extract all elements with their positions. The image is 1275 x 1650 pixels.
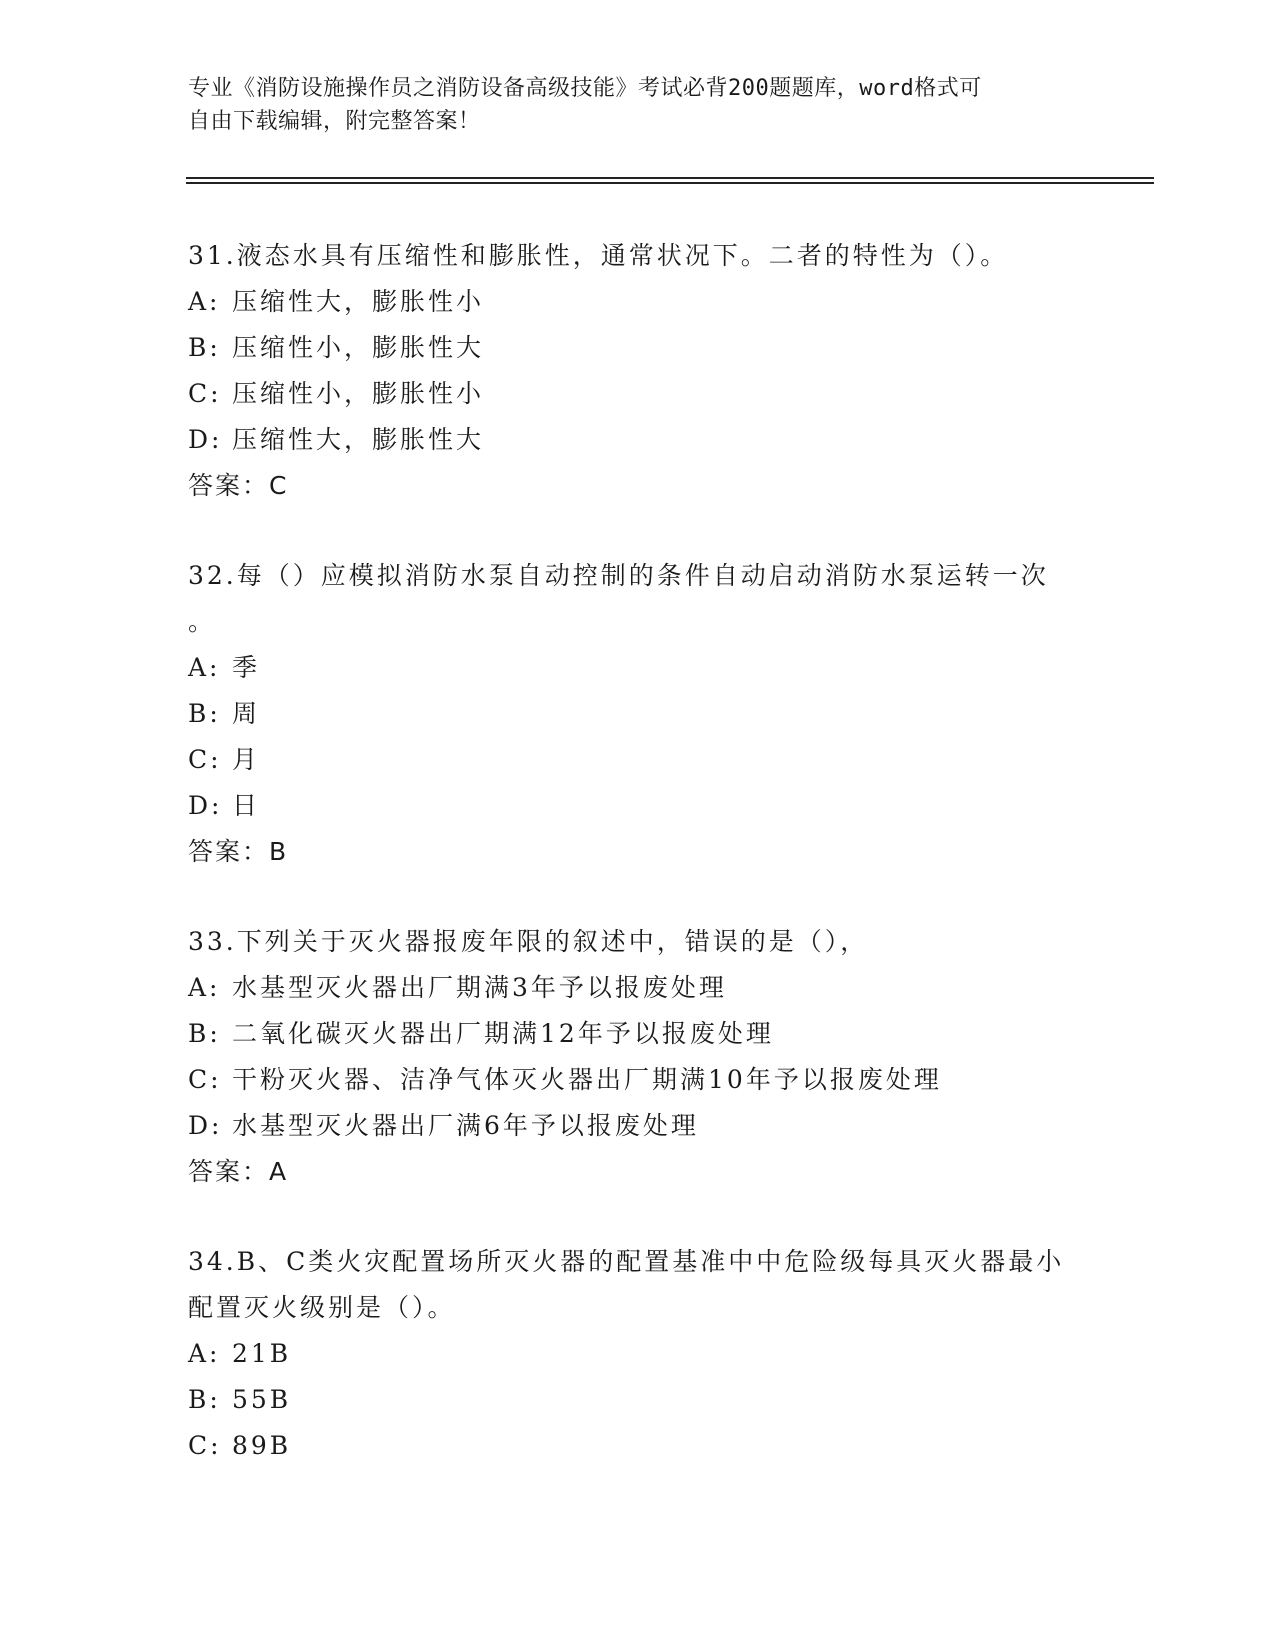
option-b (188, 1377, 1088, 1423)
option-letter: C: (188, 1065, 222, 1094)
option-d (188, 1103, 1088, 1149)
option-letter: B: (188, 333, 221, 362)
option-a (188, 965, 1088, 1011)
option-b (188, 325, 1088, 371)
question-text: 33.下列关于灭火器报废年限的叙述中，错误的是（）， (188, 927, 869, 956)
option-letter: A: (188, 653, 221, 682)
question-text-continued: 。 (188, 607, 217, 636)
option-b (188, 691, 1088, 737)
option-text: 水基型灭火器出厂期满3年予以报废处理 (232, 973, 727, 1002)
header-rule-top (186, 177, 1154, 179)
option-a (188, 279, 1088, 325)
option-letter: A: (188, 287, 221, 316)
header-line-2: 自由下载编辑，附完整答案！ (188, 109, 481, 134)
option-text: 89B (232, 1431, 292, 1460)
option-text: 21B (232, 1339, 292, 1368)
document-header (188, 72, 1088, 138)
option-letter: D: (188, 425, 223, 454)
option-letter: B: (188, 1019, 221, 1048)
header-line-1: 专业《消防设施操作员之消防设备高级技能》考试必背200题题库，word格式可 (188, 76, 982, 101)
option-letter: D: (188, 1111, 223, 1140)
option-letter: D: (188, 791, 223, 820)
option-text: 季 (232, 653, 261, 682)
option-d (188, 783, 1088, 829)
answer-line: 答案：A (188, 1157, 289, 1186)
option-c (188, 1423, 1088, 1469)
option-text: 日 (232, 791, 261, 820)
option-c (188, 737, 1088, 783)
option-letter: B: (188, 1385, 221, 1414)
option-a (188, 1331, 1088, 1377)
question-text: 32.每（）应模拟消防水泵自动控制的条件自动启动消防水泵运转一次 (188, 561, 1049, 590)
option-letter: A: (188, 1339, 221, 1368)
question-text: 34.B、C类火灾配置场所灭火器的配置基准中中危险级每具灭火器最小 (188, 1247, 1065, 1276)
question-33 (188, 919, 1088, 1195)
option-text: 月 (232, 745, 261, 774)
option-a (188, 645, 1088, 691)
answer-line: 答案：B (188, 837, 289, 866)
option-letter: C: (188, 1431, 222, 1460)
answer-line: 答案：C (188, 471, 289, 500)
question-list (188, 233, 1088, 1513)
option-letter: C: (188, 379, 222, 408)
option-text: 二氧化碳灭火器出厂期满12年予以报废处理 (232, 1019, 774, 1048)
question-text: 31.液态水具有压缩性和膨胀性，通常状况下。二者的特性为（）。 (188, 241, 1009, 270)
question-31 (188, 233, 1088, 509)
option-b (188, 1011, 1088, 1057)
option-text: 55B (232, 1385, 292, 1414)
option-letter: A: (188, 973, 221, 1002)
option-text: 水基型灭火器出厂满6年予以报废处理 (232, 1111, 699, 1140)
option-d (188, 417, 1088, 463)
option-c (188, 371, 1088, 417)
header-rule-bottom (186, 182, 1154, 184)
option-c (188, 1057, 1088, 1103)
option-letter: B: (188, 699, 221, 728)
option-text: 周 (232, 699, 261, 728)
option-text: 压缩性大，膨胀性大 (232, 425, 485, 454)
question-32 (188, 553, 1088, 875)
option-text: 压缩性小，膨胀性小 (232, 379, 485, 408)
option-text: 压缩性小，膨胀性大 (232, 333, 485, 362)
option-text: 压缩性大，膨胀性小 (232, 287, 485, 316)
question-text-continued: 配置灭火级别是（）。 (188, 1293, 456, 1322)
option-text: 干粉灭火器、洁净气体灭火器出厂期满10年予以报废处理 (232, 1065, 942, 1094)
option-letter: C: (188, 745, 222, 774)
question-34 (188, 1239, 1088, 1469)
